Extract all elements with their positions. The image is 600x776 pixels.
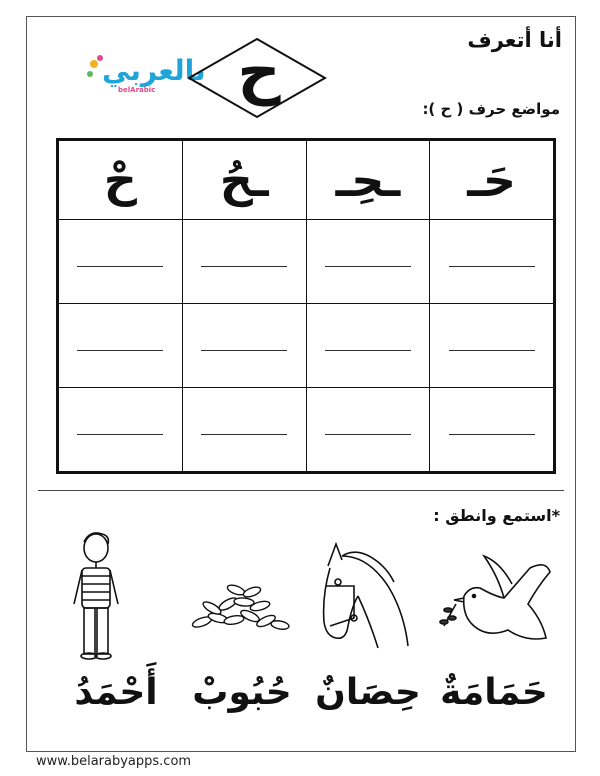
writing-line	[325, 349, 411, 351]
section-title-positions: مواضع حرف ( ح ):	[422, 100, 560, 118]
writing-line	[201, 265, 287, 267]
section-divider	[38, 490, 564, 491]
word-row	[56, 668, 556, 730]
writing-line	[325, 433, 411, 435]
logo-text: بالعربي	[102, 54, 206, 87]
writing-cell[interactable]	[306, 304, 430, 388]
writing-cell[interactable]	[59, 388, 183, 472]
writing-cell[interactable]	[306, 388, 430, 472]
logo-subtext: belArabic	[118, 86, 156, 94]
word-hamama: حَمَامَةٌ	[440, 672, 548, 713]
writing-cell[interactable]	[430, 220, 554, 304]
section-title-listen: *استمع وانطق :	[433, 506, 560, 525]
word-ahmad: أَحْمَدُ	[74, 672, 158, 713]
writing-cell[interactable]	[430, 304, 554, 388]
writing-line	[201, 349, 287, 351]
form-initial: حَـ	[430, 141, 554, 220]
featured-letter: ح	[237, 37, 281, 107]
word-hisan: حِصَانٌ	[315, 672, 421, 713]
writing-cell[interactable]	[306, 220, 430, 304]
writing-line	[77, 433, 163, 435]
form-final: ـحُ	[182, 141, 306, 220]
page-title: أنا أتعرف	[467, 28, 562, 52]
writing-line	[449, 265, 535, 267]
writing-cell[interactable]	[182, 388, 306, 472]
writing-cell[interactable]	[182, 304, 306, 388]
boy-icon	[56, 526, 176, 666]
word-hubub: حُبُوبْ	[192, 672, 292, 713]
seeds-icon	[182, 526, 302, 666]
writing-cell[interactable]	[182, 220, 306, 304]
writing-cell[interactable]	[59, 304, 183, 388]
writing-line	[77, 265, 163, 267]
dove-icon	[434, 526, 554, 666]
writing-line	[449, 433, 535, 435]
writing-cell[interactable]	[430, 388, 554, 472]
writing-line	[201, 433, 287, 435]
footer-url[interactable]: www.belarabyapps.com	[36, 754, 192, 769]
picture-row	[56, 526, 556, 666]
writing-line	[449, 349, 535, 351]
letter-forms-grid	[56, 138, 556, 474]
writing-cell[interactable]	[59, 220, 183, 304]
horse-icon	[308, 526, 428, 666]
writing-line	[77, 349, 163, 351]
form-medial: ـحِـ	[306, 141, 430, 220]
form-isolated: حْ	[59, 141, 183, 220]
writing-line	[325, 265, 411, 267]
logo	[84, 52, 206, 98]
